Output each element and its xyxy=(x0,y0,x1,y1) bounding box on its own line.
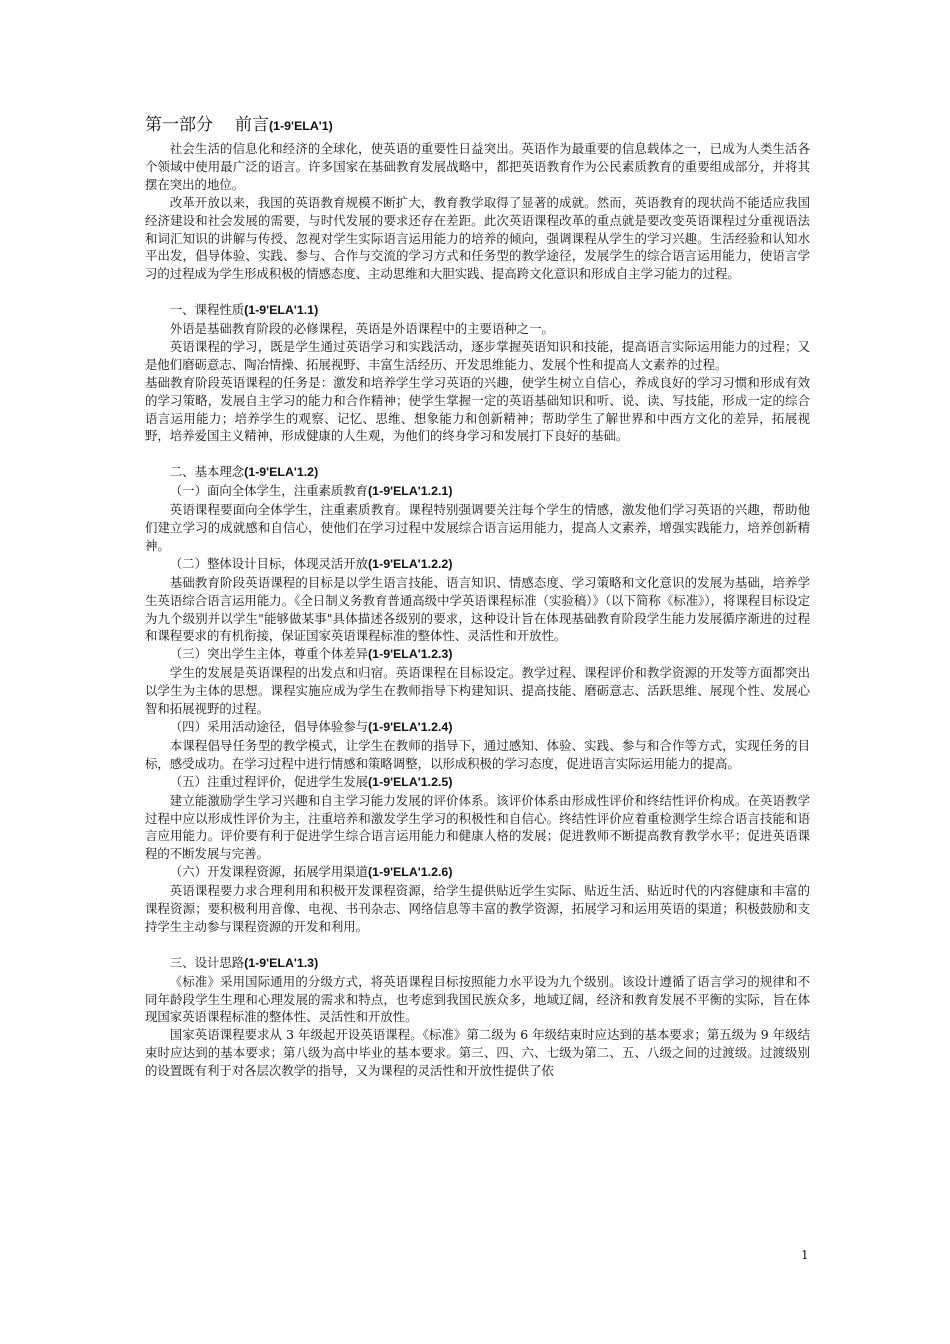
subsection-3-heading xyxy=(145,645,810,664)
page-number: 1 xyxy=(801,1248,809,1262)
subsection-4-heading xyxy=(145,718,810,737)
subsection-5-code: (1-9'ELA'1.2.5) xyxy=(368,774,453,789)
subsection-6-code: (1-9'ELA'1.2.6) xyxy=(368,865,453,880)
subsection-4-code: (1-9'ELA'1.2.4) xyxy=(368,719,453,734)
subsection-2-code: (1-9'ELA'1.2.2) xyxy=(368,556,453,571)
section-2-title: 二、基本理念 xyxy=(169,464,245,480)
title-code: (1-9'ELA'1) xyxy=(269,119,333,133)
subsection-3-code: (1-9'ELA'1.2.3) xyxy=(368,647,453,662)
document-page xyxy=(145,112,810,1080)
page-title xyxy=(145,112,810,139)
title-sub: 前言 xyxy=(235,115,269,135)
subsection-1-text: 英语课程要面向全体学生，注重素质教育。课程特别强调要关注每个学生的情感，激发他们学习英语的兴趣，帮助他们建立学习的成就感和自信心，使他们在学习过程中发展综合语言运用能力，提高人文素养，增强实践能力，培养创新精神。 xyxy=(145,502,810,553)
section-2-heading xyxy=(145,463,810,482)
subsection-3-text: 学生的发展是英语课程的出发点和归宿。英语课程在目标设定。教学过程、课程评价和教学资源的开发等方面都突出以学生为主体的思想。课程实施应成为学生在教师指导下构建知识、提高技能、磨砺意志、活跃思维、展现个性、发展心智和拓展视野的过程。 xyxy=(145,665,810,717)
subsection-1-code: (1-9'ELA'1.2.1) xyxy=(368,484,453,499)
subsection-1-heading xyxy=(145,482,810,501)
section-3-code: (1-9'ELA'1.3) xyxy=(244,955,319,970)
section-1-title: 一、课程性质 xyxy=(169,302,245,318)
intro-paragraph-2: 改革开放以来，我国的英语教育规模不断扩大，教育教学取得了显著的成就。然而，英语教育的现状尚不能适应我国经济建设和社会发展的需要，与时代发展的要求还存在差距。此次英语课程改革的重点就是要改变英语课程过分重视语法和词汇知识的讲解与传授、忽视对学生实际语言运用能力的培养的倾向，强调课程从学生的学习兴趣。生活经验和认知水平出发，倡导体验、实践、参与、合作与交流的学习方式和任务型的教学途径，发展学生的综合语言运用能力，使语言学习的过程成为学生形成积极的情感态度、主动思维和大胆实践、提高跨文化意识和形成自主学习能力的过程。 xyxy=(145,194,810,282)
subsection-5-heading xyxy=(145,773,810,792)
subsection-2-heading xyxy=(145,555,810,574)
subsection-3-title: （三）突出学生主体，尊重个体差异 xyxy=(169,646,369,662)
section-1-heading xyxy=(145,301,810,320)
section-1-code: (1-9'ELA'1.1) xyxy=(244,303,319,318)
section-1-paragraph-1: 外语是基础教育阶段的必修课程，英语是外语课程中的主要语种之一。 xyxy=(169,321,554,337)
section-3-heading xyxy=(145,954,810,973)
section-3-paragraph-2: 国家英语课程要求从 3 年级起开设英语课程。《标准》第二级为 6 年级结束时应达到的基本要求；第五级为 9 年级结束时应达到的基本要求；第八级为高中毕业的基本要求。第三、四、六、七级为第二、五、八级之间的过渡级。过渡级别的设置既有利于对各层次教学的指导，又为课程的灵活性和开放性提供了依 xyxy=(145,1027,810,1079)
subsection-1-title: （一）面向全体学生，注重素质教育 xyxy=(169,483,369,499)
subsection-6-text: 英语课程要力求合理利用和积极开发课程资源，给学生提供贴近学生实际、贴近生活、贴近时代的内容健康和丰富的课程资源；要积极利用音像、电视、书刊杂志、网络信息等丰富的教学资源，拓展学习和运用英语的渠道；积极鼓励和支持学生主动参与课程资源的开发和利用。 xyxy=(145,883,810,934)
section-3-paragraph-1: 《标准》采用国际通用的分级方式，将英语课程目标按照能力水平设为九个级别。该设计遵循了语言学习的规律和不同年龄段学生生理和心理发展的需求和特点，也考虑到我国民族众多，地域辽阔，经济和教育发展不平衡的实际，旨在体现国家英语课程标准的整体性、灵活性和开放性。 xyxy=(145,973,810,1025)
subsection-2-title: （二）整体设计目标，体现灵活开放 xyxy=(169,555,369,571)
subsection-4-title: （四）采用活动途径，倡导体验参与 xyxy=(169,718,369,734)
subsection-6-title: （六）开发课程资源，拓展学用渠道 xyxy=(169,864,369,880)
subsection-5-title: （五）注重过程评价，促进学生发展 xyxy=(169,773,369,789)
subsection-6-heading xyxy=(145,863,810,882)
section-3-title: 三、设计思路 xyxy=(169,954,245,970)
section-2-code: (1-9'ELA'1.2) xyxy=(244,465,319,480)
subsection-5-text: 建立能激励学生学习兴趣和自主学习能力发展的评价体系。该评价体系由形成性评价和终结性评价构成。在英语教学过程中应以形成性评价为主，注重培养和激发学生学习的积极性和自信心。终结性评价应着重检测学生综合语言技能和语言应用能力。评价要有利于促进学生综合语言运用能力和健康人格的发展；促进教师不断提高教育教学水平；促进英语课程的不断发展与完善。 xyxy=(145,792,810,862)
subsection-4-text: 本课程倡导任务型的教学模式，让学生在教师的指导下，通过感知、体验、实践、参与和合作等方式，实现任务的目标，感受成功。在学习过程中进行情感和策略调整，以形成积极的学习态度，促进语言实际运用能力的提高。 xyxy=(145,737,810,771)
section-1-paragraph-3: 基础教育阶段英语课程的任务是：激发和培养学生学习英语的兴趣，使学生树立自信心，养成良好的学习习惯和形成有效的学习策略，发展自主学习的能力和合作精神；使学生掌握一定的英语基础知识和听、说、读、写技能，形成一定的综合语言运用能力；培养学生的观察、记忆、思维、想象能力和创新精神；帮助学生了解世界和中西方文化的差异，拓展视野，培养爱国主义精神，形成健康的人生观，为他们的终身学习和发展打下良好的基础。 xyxy=(145,374,810,444)
section-1-paragraph-2: 英语课程的学习，既是学生通过英语学习和实践活动，逐步掌握英语知识和技能，提高语言实际运用能力的过程；又是他们磨砺意志、陶冶情操、拓展视野、丰富生活经历、开发思维能力、发展个性和提高人文素养的过程。 xyxy=(145,338,810,372)
subsection-2-text: 基础教育阶段英语课程的目标是以学生语言技能、语言知识、情感态度、学习策略和文化意识的发展为基础，培养学生英语综合语言运用能力。《全日制义务教育普通高级中学英语课程标准（实验稿）》（以下简称《标准》），将课程目标设定为九个级别并以学生"能够做某事"具体描述各级别的要求，这种设计旨在体现基础教育阶段学生能力发展循序渐进的过程和课程要求的有机衔接，保证国家英语课程标准的整体性、灵活性和开放性。 xyxy=(145,574,810,644)
intro-paragraph-1: 社会生活的信息化和经济的全球化，使英语的重要性日益突出。英语作为最重要的信息载体之一，已成为人类生活各个领域中使用最广泛的语言。许多国家在基础教育发展战略中，都把英语教育作为公民素质教育的重要组成部分，并将其摆在突出的地位。 xyxy=(145,141,810,192)
title-main: 第一部分 xyxy=(145,115,213,135)
